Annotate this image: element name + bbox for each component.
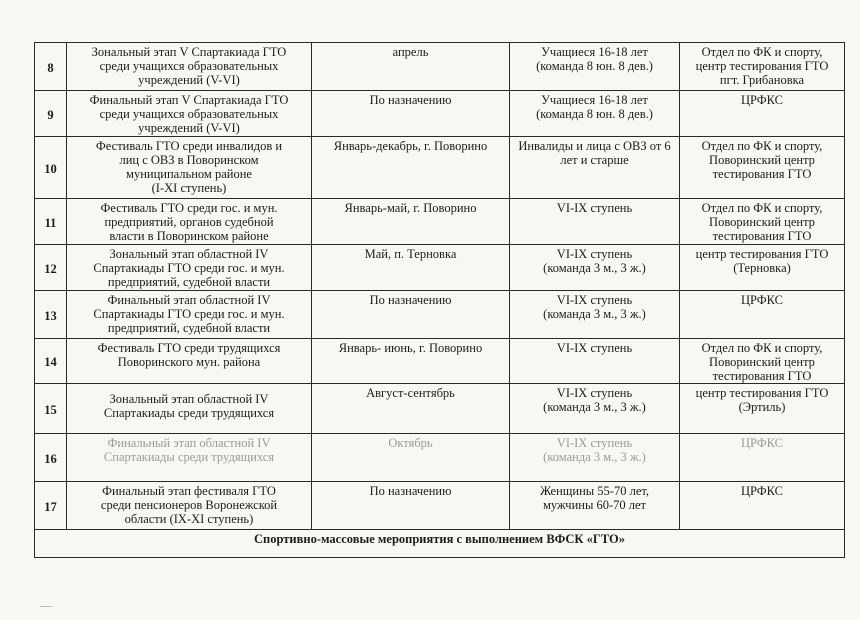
- row-number: 15: [35, 384, 67, 434]
- event-participants: [510, 137, 680, 199]
- event-participants: [510, 434, 680, 482]
- event-date: [312, 199, 510, 245]
- event-responsible-text: Отдел по ФК и спорту, центр тестирования ГТО пгт. Грибановка: [695, 45, 829, 87]
- row-number: 10: [35, 137, 67, 199]
- event-date-text: По назначению: [369, 484, 452, 498]
- row-number: 17: [35, 482, 67, 530]
- row-number: 14: [35, 339, 67, 384]
- event-name-text: Финальный этап областной IV Спартакиады среди трудящихся: [103, 436, 275, 464]
- event-date-text: Август-сентябрь: [366, 386, 455, 400]
- event-name: [67, 245, 312, 291]
- event-date-text: Май, п. Терновка: [364, 247, 457, 261]
- event-participants: [510, 291, 680, 339]
- event-name-text: Зональный этап областной IV Спартакиады ГТО среди гос. и мун. предприятий, судебной власти: [93, 247, 285, 289]
- event-participants-text: VI-IX ступень (команда 3 м., 3 ж.): [543, 386, 646, 414]
- row-number: 13: [35, 291, 67, 339]
- event-participants-text: Женщины 55-70 лет, мужчины 60-70 лет: [539, 484, 650, 512]
- event-responsible-text: центр тестирования ГТО (Эртиль): [695, 386, 829, 414]
- event-date-text: По назначению: [369, 293, 452, 307]
- row-number: 12: [35, 245, 67, 291]
- event-participants-text: Учащиеся 16-18 лет (команда 8 юн. 8 дев.): [536, 45, 653, 73]
- event-name-text: Фестиваль ГТО среди трудящихся Поворинского мун. района: [97, 341, 281, 369]
- event-name: [67, 137, 312, 199]
- event-responsible-text: ЦРФКС: [740, 484, 783, 498]
- event-name: [67, 91, 312, 137]
- event-date: [312, 91, 510, 137]
- event-participants: [510, 339, 680, 384]
- event-date-text: Январь- июнь, г. Поворино: [338, 341, 483, 355]
- row-number: 16: [35, 434, 67, 482]
- event-date: [312, 339, 510, 384]
- event-date-text: Январь-декабрь, г. Поворино: [333, 139, 488, 153]
- event-responsible: [680, 434, 845, 482]
- table-row: [35, 199, 845, 245]
- event-date: [312, 482, 510, 530]
- event-responsible-text: Отдел по ФК и спорту, Поворинский центр тестирования ГТО: [701, 201, 823, 243]
- event-responsible-text: ЦРФКС: [740, 436, 783, 450]
- event-name: [67, 434, 312, 482]
- event-name-text: Фестиваль ГТО среди гос. и мун. предприятий, органов судебной власти в Поворинском районе: [100, 201, 278, 243]
- table-row: [35, 434, 845, 482]
- event-participants: [510, 384, 680, 434]
- page-mark: [40, 606, 52, 607]
- event-responsible-text: Отдел по ФК и спорту, Поворинский центр тестирования ГТО: [701, 139, 823, 181]
- table-row: [35, 137, 845, 199]
- event-name: [67, 482, 312, 530]
- event-responsible-text: ЦРФКС: [740, 293, 783, 307]
- event-name: [67, 291, 312, 339]
- event-date-text: По назначению: [369, 93, 452, 107]
- event-date: [312, 43, 510, 91]
- event-participants-text: VI-IX ступень (команда 3 м., 3 ж.): [543, 247, 646, 275]
- event-participants: [510, 43, 680, 91]
- events-table: [34, 42, 845, 558]
- event-name-text: Зональный этап V Спартакиада ГТО среди учащихся образовательных учреждений (V-VI): [91, 45, 287, 87]
- table-row: [35, 482, 845, 530]
- event-participants: [510, 91, 680, 137]
- event-date: [312, 291, 510, 339]
- table-row: [35, 245, 845, 291]
- event-name: [67, 199, 312, 245]
- section-footer-row: [35, 530, 845, 558]
- event-date: [312, 245, 510, 291]
- event-responsible: [680, 199, 845, 245]
- event-name: [67, 339, 312, 384]
- event-responsible: [680, 339, 845, 384]
- event-responsible-text: Отдел по ФК и спорту, Поворинский центр тестирования ГТО: [701, 341, 823, 383]
- event-responsible: [680, 384, 845, 434]
- event-participants-text: VI-IX ступень (команда 3 м., 3 ж.): [543, 293, 646, 321]
- table-row: [35, 339, 845, 384]
- event-name-text: Финальный этап фестиваля ГТО среди пенсионеров Воронежской области (IX-XI ступень): [100, 484, 278, 526]
- event-name-text: Финальный этап областной IV Спартакиады ГТО среди гос. и мун. предприятий, судебной власти: [93, 293, 285, 335]
- event-participants-text: VI-IX ступень: [556, 341, 633, 355]
- event-responsible: [680, 43, 845, 91]
- event-name: [67, 43, 312, 91]
- event-responsible-text: ЦРФКС: [740, 93, 783, 107]
- event-responsible: [680, 245, 845, 291]
- event-date-text: Октябрь: [388, 436, 433, 450]
- event-date: [312, 384, 510, 434]
- table-row: [35, 291, 845, 339]
- table-row: [35, 43, 845, 91]
- event-date-text: апрель: [392, 45, 429, 59]
- event-responsible-text: центр тестирования ГТО (Терновка): [695, 247, 829, 275]
- row-number: 9: [35, 91, 67, 137]
- row-number: 8: [35, 43, 67, 91]
- event-participants-text: VI-IX ступень: [556, 201, 633, 215]
- event-participants-text: Инвалиды и лица с ОВЗ от 6 лет и старше: [518, 139, 671, 167]
- event-date-text: Январь-май, г. Поворино: [344, 201, 477, 215]
- event-name-text: Финальный этап V Спартакиада ГТО среди учащихся образовательных учреждений (V-VI): [89, 93, 289, 135]
- event-name-text: Зональный этап областной IV Спартакиады среди трудящихся: [103, 392, 275, 420]
- event-responsible: [680, 137, 845, 199]
- event-participants-text: VI-IX ступень (команда 3 м., 3 ж.): [543, 436, 646, 464]
- table-row: [35, 384, 845, 434]
- event-name-text: Фестиваль ГТО среди инвалидов и лиц с ОВЗ в Поворинском муниципальном районе (I-XI ступень): [95, 139, 283, 195]
- event-participants: [510, 199, 680, 245]
- table-row: [35, 91, 845, 137]
- row-number: 11: [35, 199, 67, 245]
- event-responsible: [680, 291, 845, 339]
- event-date: [312, 137, 510, 199]
- event-date: [312, 434, 510, 482]
- section-footer-title: Спортивно-массовые мероприятия с выполнением ВФСК «ГТО»: [35, 530, 845, 558]
- event-responsible: [680, 91, 845, 137]
- event-participants-text: Учащиеся 16-18 лет (команда 8 юн. 8 дев.): [536, 93, 653, 121]
- event-participants: [510, 482, 680, 530]
- event-responsible: [680, 482, 845, 530]
- event-name: [67, 384, 312, 434]
- event-participants: [510, 245, 680, 291]
